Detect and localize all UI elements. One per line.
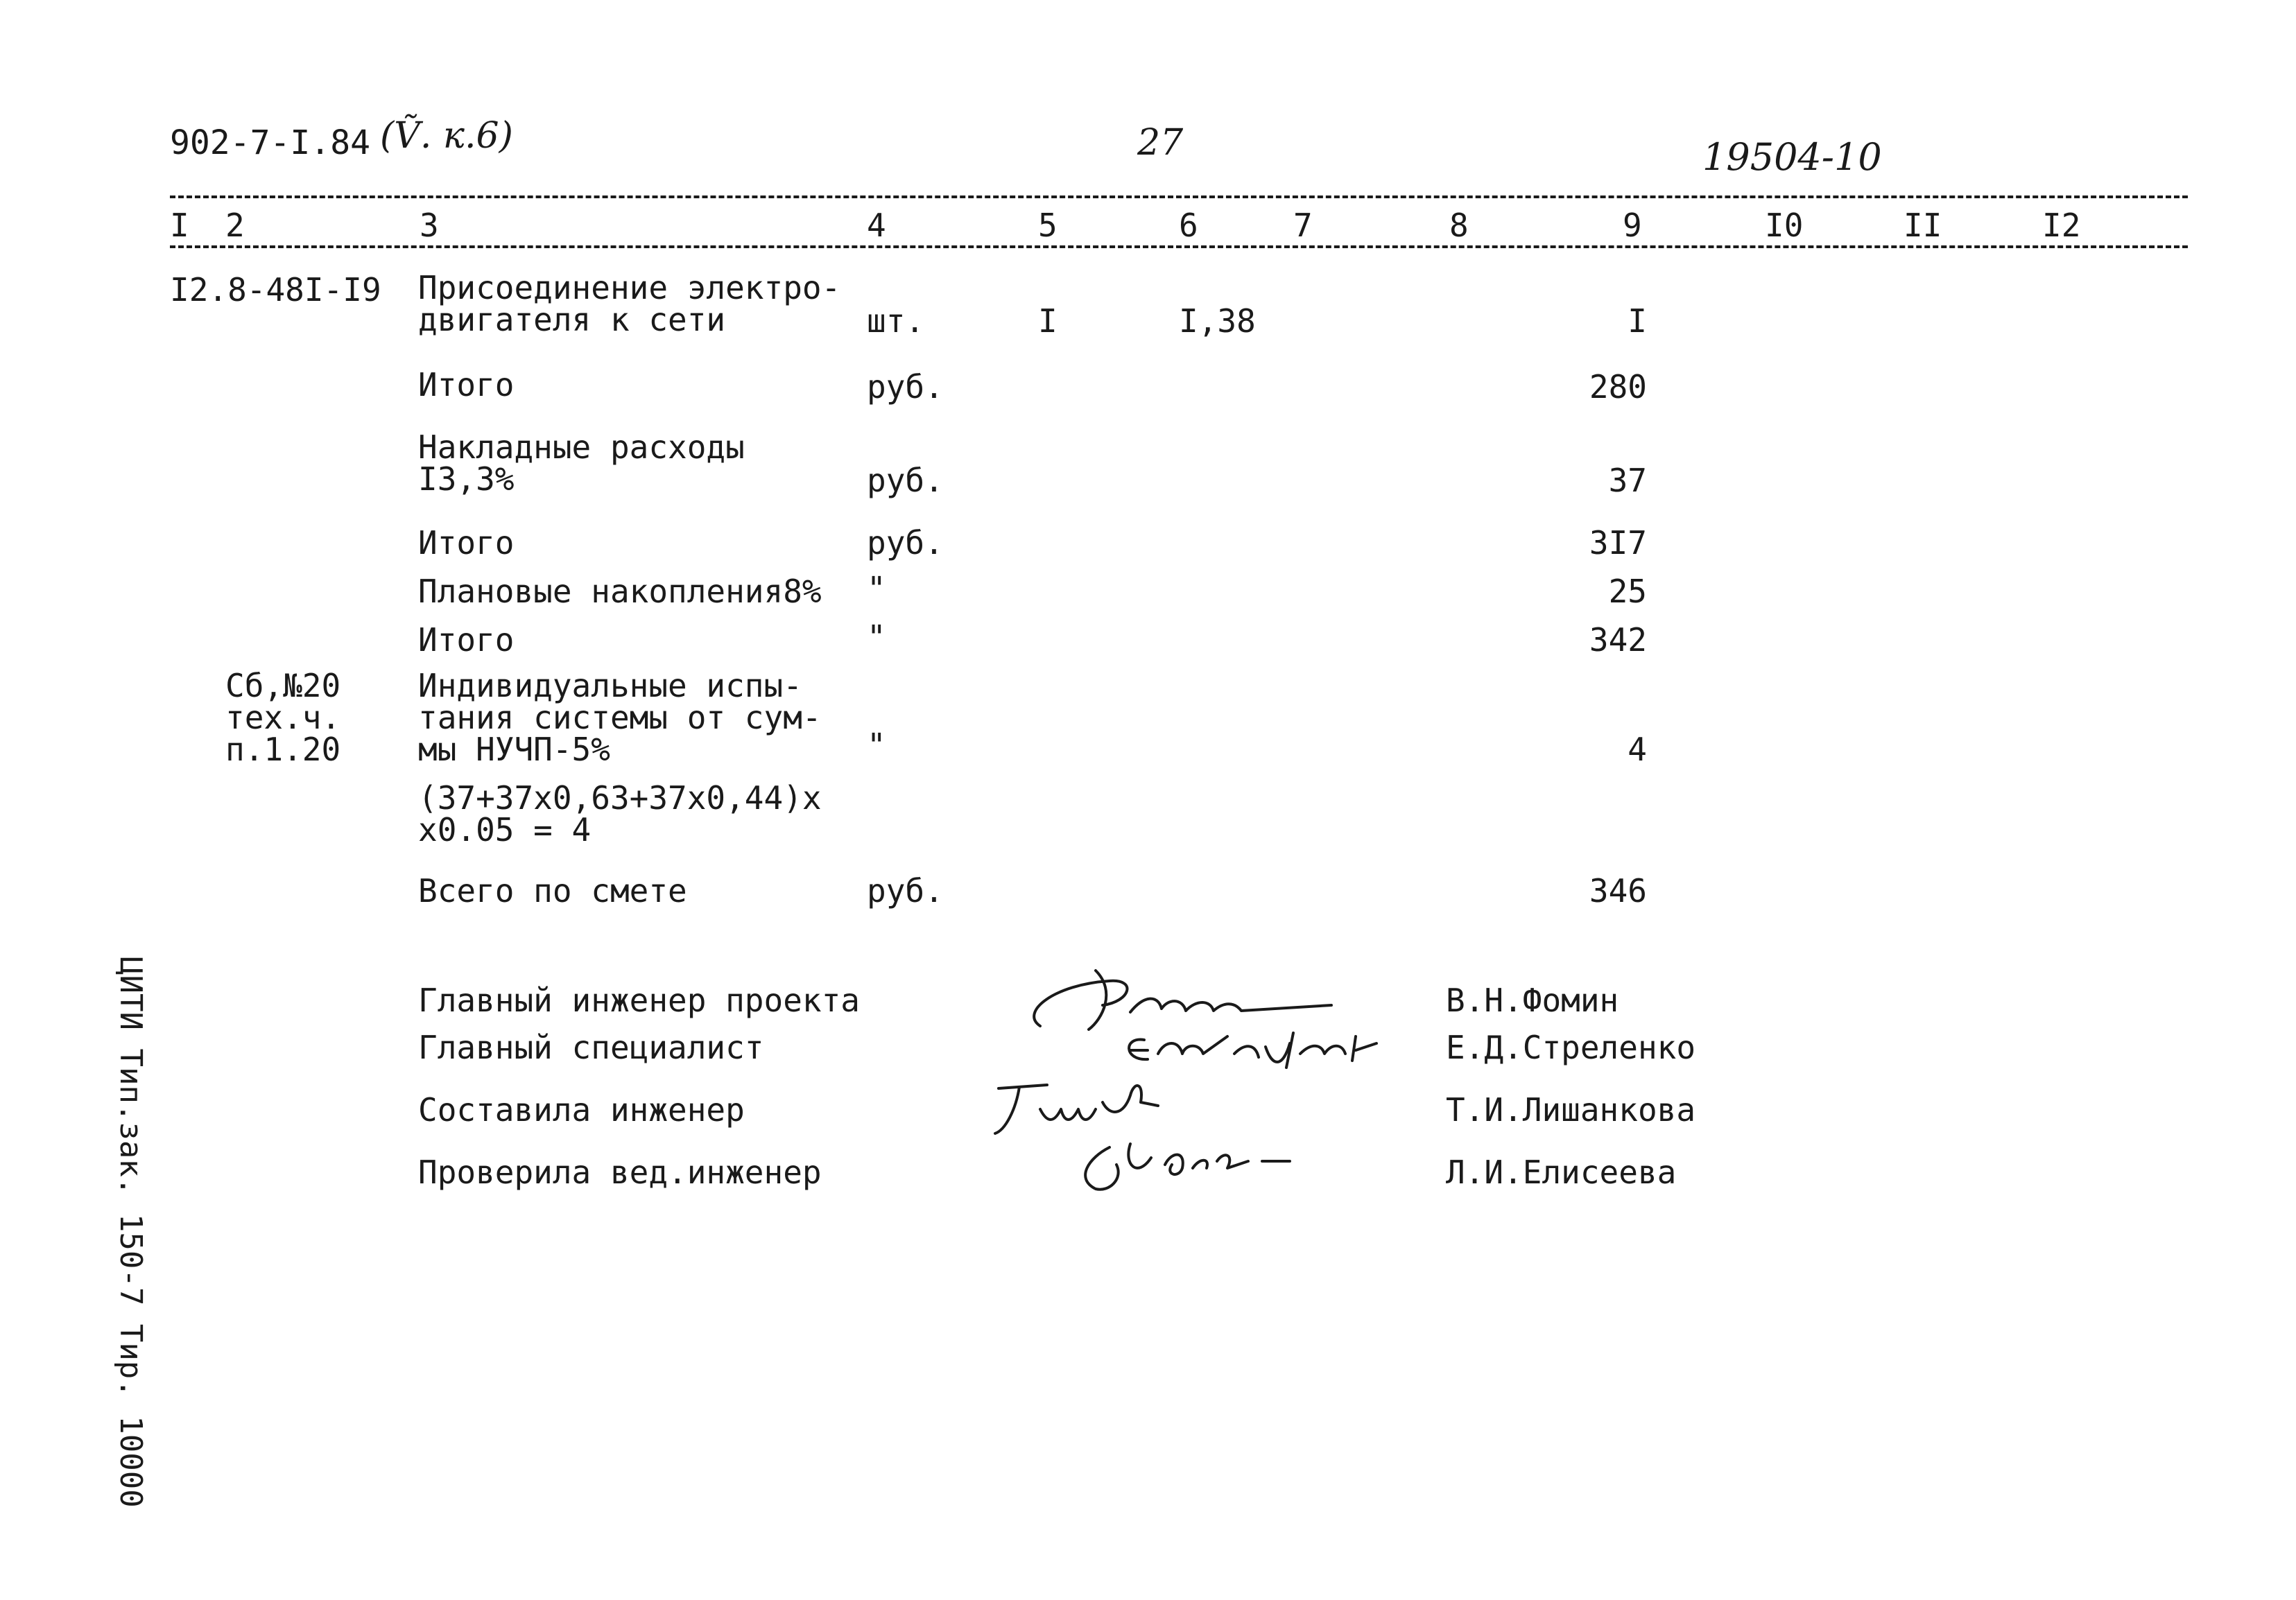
column-header-12: I2 [2042, 207, 2081, 244]
header-top-rule [170, 195, 2188, 198]
row-code: I2.8-48I-I9 [170, 271, 381, 308]
row-unit: руб. [867, 524, 944, 562]
row-code: Сб,№20 тех.ч. п.1.20 [225, 667, 341, 768]
row-unit: руб. [867, 872, 944, 910]
column-header-7: 7 [1293, 207, 1313, 244]
row-total: 25 [1608, 573, 1647, 610]
row-total: 4 [1628, 731, 1647, 768]
row-unit: " [867, 727, 886, 764]
signatory-name: В.Н.Фомин [1446, 982, 1619, 1019]
document-number: 902-7-I.84 [170, 123, 370, 162]
archive-number: 19504-10 [1702, 135, 1882, 179]
signature-strelenko [1116, 1019, 1408, 1075]
row-total: 37 [1608, 462, 1647, 499]
signature-eliseeva [1068, 1130, 1318, 1199]
header-bottom-rule [170, 245, 2188, 248]
column-header-9: 9 [1623, 207, 1642, 244]
column-header-4: 4 [867, 207, 886, 244]
page-number: 27 [1137, 122, 1184, 164]
grand-total-value: 346 [1589, 872, 1647, 910]
row-unit: " [867, 570, 886, 607]
signature-role: Проверила вед.инженер [418, 1154, 822, 1191]
document-handwritten-note: (Ṽ. к.6) [380, 115, 513, 157]
row-name: Плановые накопления8% [418, 573, 822, 610]
signatory-name: Е.Д.Стреленко [1446, 1029, 1696, 1066]
column-header-2: 2 [225, 207, 245, 244]
row-total: 280 [1589, 368, 1647, 406]
column-header-8: 8 [1449, 207, 1469, 244]
row-name: Индивидуальные испы- тания системы от сум- мы НУЧП-5% [418, 667, 822, 768]
row-quantity: I [1038, 302, 1058, 340]
print-stamp: ЦИТИ Тип.зак. 150-7 Тир. 10000 [113, 957, 148, 1508]
column-header-1: I [170, 207, 189, 244]
row-unit: руб. [867, 462, 944, 499]
signature-role: Главный специалист [418, 1029, 764, 1066]
column-header-6: 6 [1179, 207, 1198, 244]
row-name: Накладные расходы I3,3% [418, 428, 745, 498]
column-header-10: I0 [1765, 207, 1804, 244]
row-unit: руб. [867, 368, 944, 406]
row-total: 342 [1589, 621, 1647, 659]
grand-total-label: Всего по смете [418, 872, 687, 910]
row-name: Итого [418, 524, 515, 562]
row-total: 3I7 [1589, 524, 1647, 562]
signatory-name: Т.И.Лишанкова [1446, 1091, 1696, 1129]
signature-role: Составила инженер [418, 1091, 745, 1129]
row-coefficient: I,38 [1179, 302, 1256, 340]
signature-role: Главный инженер проекта [418, 982, 860, 1019]
row-name: Итого [418, 621, 515, 659]
row-total: I [1628, 302, 1647, 340]
column-header-5: 5 [1038, 207, 1058, 244]
row-name: Итого [418, 366, 515, 403]
column-header-11: II [1904, 207, 1942, 244]
row-unit: " [867, 618, 886, 656]
signatory-name: Л.И.Елисеева [1446, 1154, 1677, 1191]
row-unit: шт. [867, 302, 925, 340]
row-name: Присоединение электро- двигателя к сети [418, 269, 841, 338]
column-header-3: 3 [420, 207, 439, 244]
calculation-formula: (37+37x0,63+37x0,44)x x0.05 = 4 [418, 779, 822, 849]
